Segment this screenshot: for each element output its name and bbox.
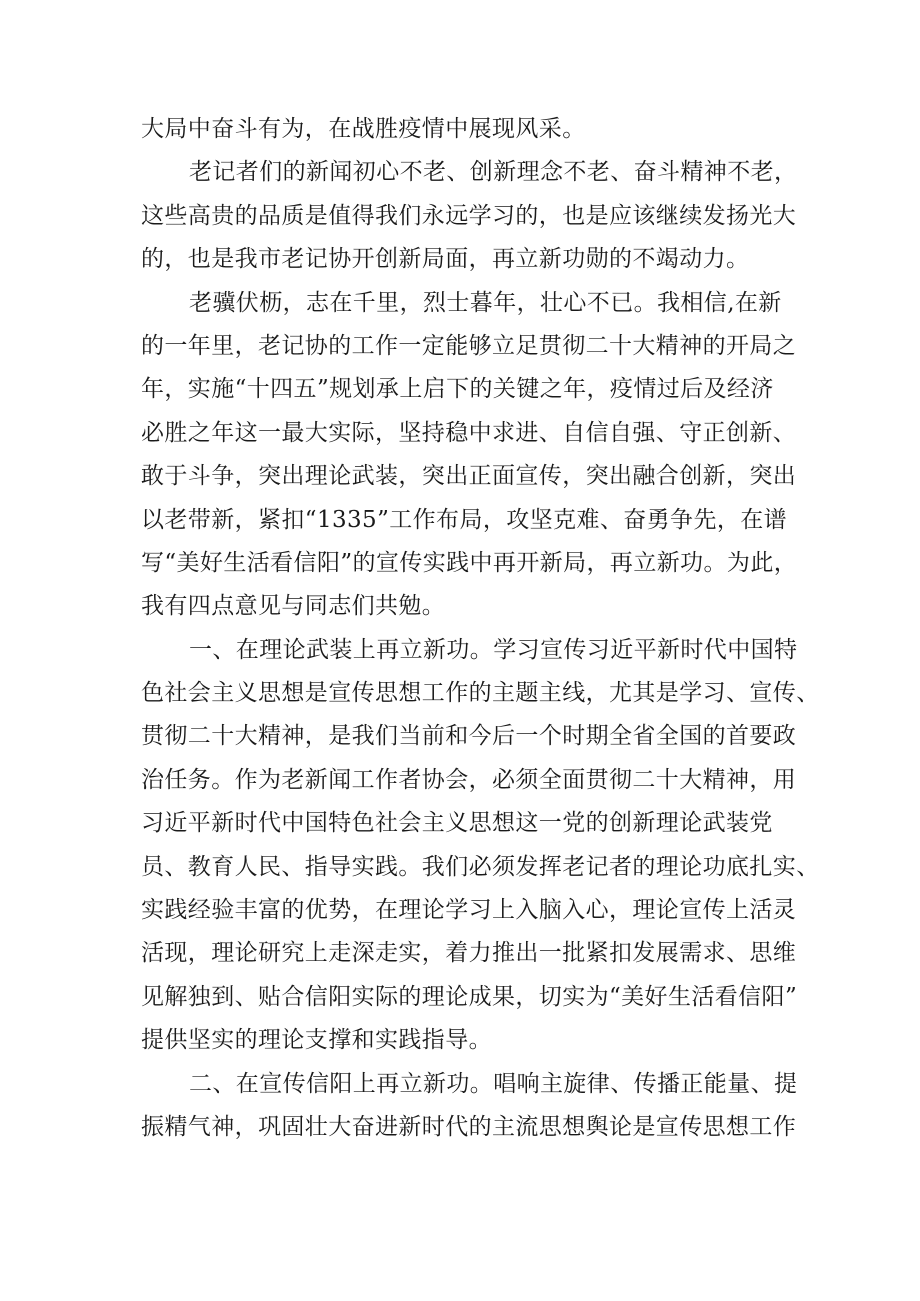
text-line: 活现，理论研究上走深走实，着力推出一批紧扣发展需求、思维: [141, 940, 797, 967]
body-text: [141, 108, 820, 1149]
text-line: 老骥伏枥，志在千里，烈士暮年，壮心不已。我相信,在新: [189, 289, 782, 316]
text-line: 以老带新，紧扣“1335”工作布局，攻坚克难、奋勇争先，在谱: [141, 506, 788, 533]
text-line: 大局中奋斗有为，在战胜疫情中展现风采。: [141, 116, 586, 142]
text-line: 习近平新时代中国特色社会主义思想这一党的创新理论武装党: [141, 810, 773, 837]
text-line: 必胜之年这一最大实际，坚持稳中求进、自信自强、守正创新、: [141, 419, 797, 446]
text-line: 敢于斗争，突出理论武装，突出正面宣传，突出融合创新，突出: [141, 463, 797, 490]
text-line: 员、教育人民、指导实践。我们必须发挥老记者的理论功底扎实、: [141, 853, 820, 880]
text-line: 实践经验丰富的优势，在理论学习上入脑入心，理论宣传上活灵: [141, 897, 797, 924]
text-line: 的一年里，老记协的工作一定能够立足贯彻二十大精神的开局之: [141, 332, 797, 359]
text-line: 写“美好生活看信阳”的宣传实践中再开新局，再立新功。为此，: [141, 549, 798, 576]
text-line: 年，实施“十四五”规划承上启下的关键之年，疫情过后及经济: [141, 376, 774, 403]
text-line: 贯彻二十大精神，是我们当前和今后一个时期全省全国的首要政: [141, 723, 797, 750]
text-line: 振精气神，巩固壮大奋进新时代的主流思想舆论是宣传思想工作: [141, 1113, 797, 1140]
text-line: 提供坚实的理论支撑和实践指导。: [141, 1027, 492, 1054]
text-line: 治任务。作为老新闻工作者协会，必须全面贯彻二十大精神，用: [141, 766, 797, 793]
text-line: 的，也是我市老记协开创新局面，再立新功勋的不竭动力。: [141, 246, 750, 273]
text-line: 我有四点意见与同志们共勉。: [141, 593, 446, 620]
text-line: 色社会主义思想是宣传思想工作的主题主线，尤其是学习、宣传、: [141, 680, 820, 707]
text-line: 这些高贵的品质是值得我们永远学习的，也是应该继续发扬光大: [141, 202, 797, 229]
text-line: 老记者们的新闻初心不老、创新理念不老、奋斗精神不老，: [189, 159, 798, 186]
text-line: 一、在理论武装上再立新功。学习宣传习近平新时代中国特: [189, 636, 798, 663]
text-line: 二、在宣传信阳上再立新功。唱响主旋律、传播正能量、提: [189, 1070, 798, 1097]
text-line: 见解独到、贴合信阳实际的理论成果，切实为“美好生活看信阳”: [141, 983, 798, 1010]
